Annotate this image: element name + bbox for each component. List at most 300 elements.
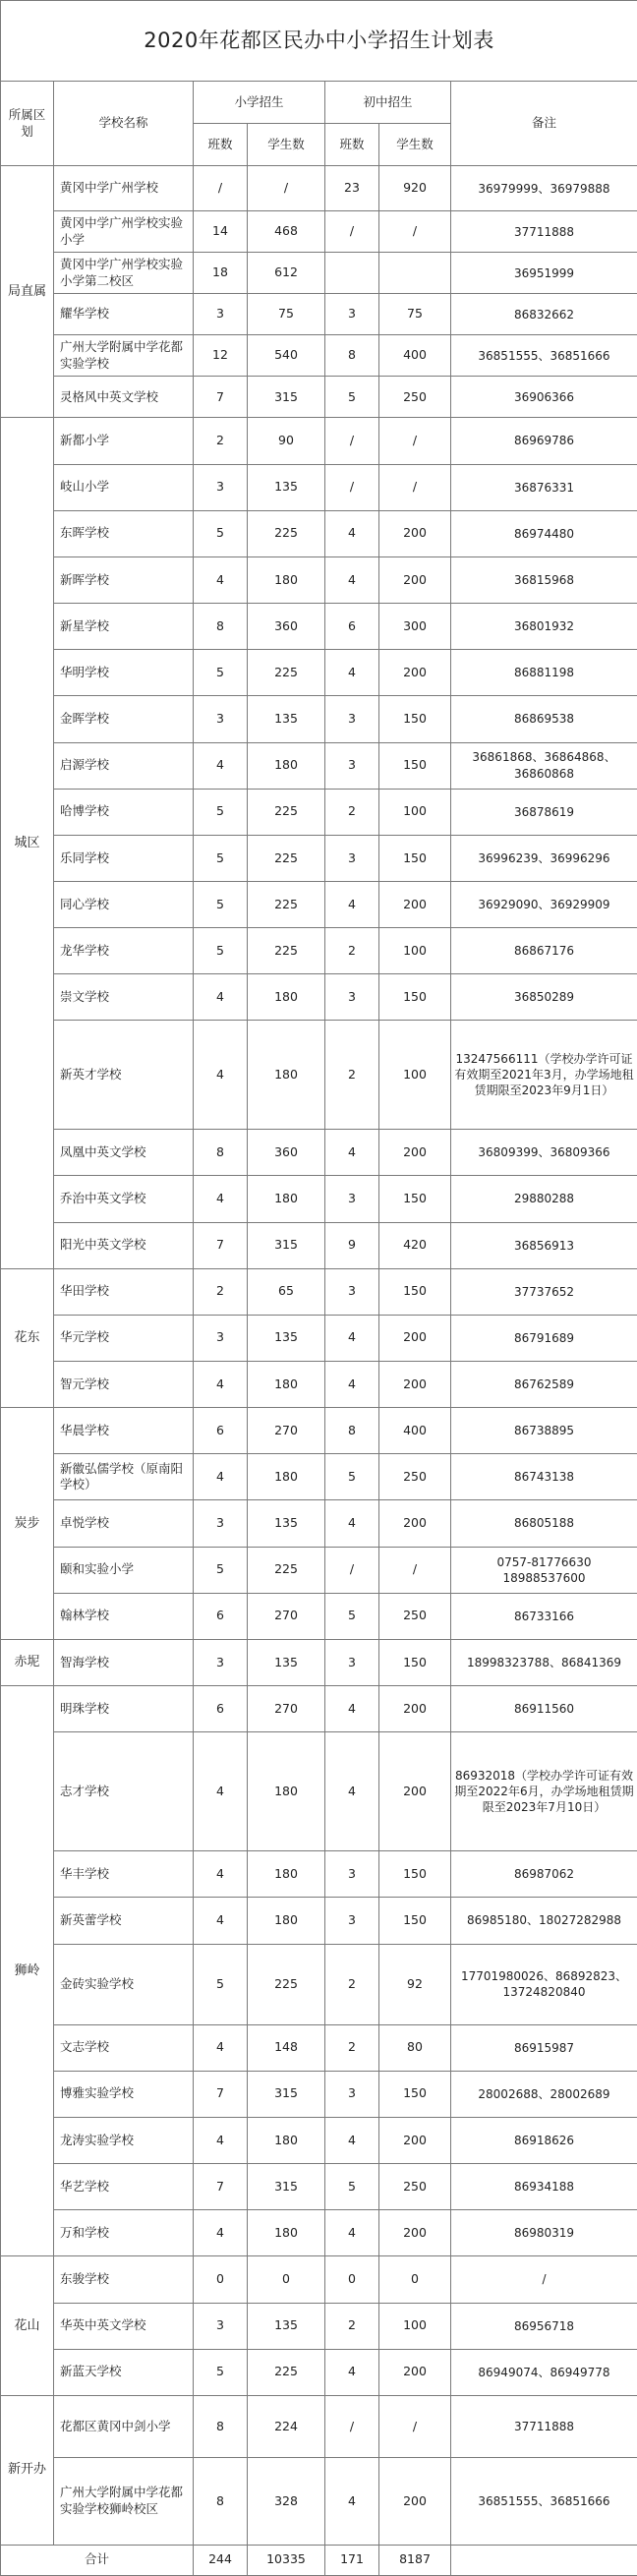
primary-classes: 4: [194, 1021, 248, 1130]
table-row: [1, 696, 637, 742]
primary-classes: 3: [194, 696, 248, 742]
primary-students: 225: [248, 510, 325, 556]
remark: 86743138: [451, 1454, 637, 1500]
remark: 36996239、36996296: [451, 835, 637, 881]
table-row: [1, 294, 637, 335]
primary-students: 75: [248, 294, 325, 335]
remark: 36878619: [451, 789, 637, 835]
primary-classes: 6: [194, 1593, 248, 1639]
middle-classes: 5: [325, 2164, 379, 2210]
middle-classes: 8: [325, 335, 379, 377]
school-name: 华艺学校: [54, 2164, 194, 2210]
primary-students: 135: [248, 1315, 325, 1361]
header-district: 所属区划: [1, 82, 54, 166]
header-middle-classes: 班数: [325, 124, 379, 166]
primary-students: 468: [248, 211, 325, 253]
primary-students: 180: [248, 1898, 325, 1944]
middle-classes: 4: [325, 2458, 379, 2545]
table-row: [1, 1898, 637, 1944]
primary-students: 540: [248, 335, 325, 377]
primary-students: 225: [248, 1547, 325, 1593]
table-row: [1, 418, 637, 464]
header-middle-students: 学生数: [379, 124, 451, 166]
table-row: [1, 1315, 637, 1361]
middle-classes: 3: [325, 294, 379, 335]
primary-students: 180: [248, 1454, 325, 1500]
middle-students: 400: [379, 1408, 451, 1454]
primary-students: 225: [248, 2349, 325, 2395]
remark: 37737652: [451, 1268, 637, 1315]
district-cell: 炭步: [1, 1408, 54, 1640]
school-name: 广州大学附属中学花都实验学校: [54, 335, 194, 377]
school-name: 华田学校: [54, 1268, 194, 1315]
primary-students: 0: [248, 2256, 325, 2303]
district-cell: 城区: [1, 418, 54, 1268]
table-row: [1, 464, 637, 510]
primary-classes: 5: [194, 2349, 248, 2395]
primary-students: 270: [248, 1408, 325, 1454]
middle-classes: /: [325, 418, 379, 464]
remark: 36809399、36809366: [451, 1130, 637, 1176]
table-row: [1, 1222, 637, 1268]
table-row: [1, 928, 637, 974]
middle-classes: 23: [325, 166, 379, 211]
table-row: [1, 1500, 637, 1547]
school-name: 乐同学校: [54, 835, 194, 881]
header-primary: 小学招生: [194, 82, 325, 124]
total-middle-classes: 171: [325, 2545, 379, 2575]
primary-classes: 5: [194, 1944, 248, 2024]
remark: 86733166: [451, 1593, 637, 1639]
middle-classes: 3: [325, 1898, 379, 1944]
school-name: 金晖学校: [54, 696, 194, 742]
middle-students: 100: [379, 1021, 451, 1130]
school-name: 智海学校: [54, 1639, 194, 1685]
table-title: 2020年花都区民办中小学招生计划表: [1, 1, 637, 82]
primary-students: 135: [248, 696, 325, 742]
school-name: 智元学校: [54, 1362, 194, 1408]
primary-students: 180: [248, 974, 325, 1021]
school-name: 博雅实验学校: [54, 2071, 194, 2117]
school-name: 万和学校: [54, 2210, 194, 2256]
school-name: 广州大学附属中学花都实验学校狮岭校区: [54, 2458, 194, 2545]
remark: 36801932: [451, 604, 637, 650]
school-name: 华明学校: [54, 650, 194, 696]
middle-classes: 8: [325, 1408, 379, 1454]
remark: 17701980026、86892823、13724820840: [451, 1944, 637, 2024]
remark: 36850289: [451, 974, 637, 1021]
school-name: 新都小学: [54, 418, 194, 464]
school-name: 同心学校: [54, 882, 194, 928]
header-primary-students: 学生数: [248, 124, 325, 166]
remark: 86738895: [451, 1408, 637, 1454]
middle-students: 200: [379, 1315, 451, 1361]
table-row: [1, 1454, 637, 1500]
primary-students: 225: [248, 928, 325, 974]
remark: 86980319: [451, 2210, 637, 2256]
middle-classes: 4: [325, 1686, 379, 1732]
total-middle-students: 8187: [379, 2545, 451, 2575]
middle-classes: [325, 253, 379, 294]
middle-classes: 5: [325, 1593, 379, 1639]
school-name: 金砖实验学校: [54, 1944, 194, 2024]
middle-classes: 4: [325, 556, 379, 603]
remark: 86934188: [451, 2164, 637, 2210]
remark: 36951999: [451, 253, 637, 294]
middle-students: 75: [379, 294, 451, 335]
school-name: 灵格风中英文学校: [54, 377, 194, 418]
school-name: 新英才学校: [54, 1021, 194, 1130]
middle-classes: 4: [325, 1362, 379, 1408]
school-name: 崇文学校: [54, 974, 194, 1021]
middle-students: /: [379, 418, 451, 464]
school-name: 华元学校: [54, 1315, 194, 1361]
remark: 86918626: [451, 2117, 637, 2163]
remark: 37711888: [451, 211, 637, 253]
remark: 36851555、36851666: [451, 2458, 637, 2545]
school-name: 新英蕾学校: [54, 1898, 194, 1944]
middle-classes: 3: [325, 974, 379, 1021]
middle-students: 200: [379, 556, 451, 603]
primary-classes: 7: [194, 377, 248, 418]
primary-students: 180: [248, 1021, 325, 1130]
header-primary-classes: 班数: [194, 124, 248, 166]
middle-students: 150: [379, 1898, 451, 1944]
table-row: [1, 650, 637, 696]
school-name: 新星学校: [54, 604, 194, 650]
header-row-1: [1, 82, 637, 124]
table-row: [1, 2071, 637, 2117]
primary-students: 328: [248, 2458, 325, 2545]
middle-students: 920: [379, 166, 451, 211]
total-primary-classes: 244: [194, 2545, 248, 2575]
middle-classes: 3: [325, 742, 379, 789]
middle-classes: 3: [325, 2071, 379, 2117]
middle-classes: 4: [325, 2117, 379, 2163]
middle-students: 150: [379, 1851, 451, 1898]
remark: 86911560: [451, 1686, 637, 1732]
primary-classes: 4: [194, 1176, 248, 1222]
primary-classes: 3: [194, 1315, 248, 1361]
school-name: 凤凰中英文学校: [54, 1130, 194, 1176]
middle-students: 250: [379, 1454, 451, 1500]
school-name: 新徽弘儒学校（原南阳学校）: [54, 1454, 194, 1500]
middle-classes: 4: [325, 2349, 379, 2395]
primary-classes: 0: [194, 2256, 248, 2303]
middle-classes: /: [325, 1547, 379, 1593]
middle-classes: 2: [325, 928, 379, 974]
table-row: [1, 1021, 637, 1130]
middle-students: 100: [379, 789, 451, 835]
middle-students: 150: [379, 835, 451, 881]
middle-classes: 3: [325, 1639, 379, 1685]
middle-students: 150: [379, 2071, 451, 2117]
table-row: [1, 2349, 637, 2395]
remark: 36929090、36929909: [451, 882, 637, 928]
remark: 86985180、18027282988: [451, 1898, 637, 1944]
school-name: 华晨学校: [54, 1408, 194, 1454]
middle-classes: 2: [325, 2303, 379, 2349]
table-row: [1, 1686, 637, 1732]
primary-classes: 4: [194, 974, 248, 1021]
table-row: [1, 377, 637, 418]
primary-classes: 5: [194, 510, 248, 556]
table-row: [1, 1176, 637, 1222]
remark: 86956718: [451, 2303, 637, 2349]
primary-students: 135: [248, 1500, 325, 1547]
school-name: 乔治中英文学校: [54, 1176, 194, 1222]
table-row: [1, 2024, 637, 2071]
primary-students: 612: [248, 253, 325, 294]
table-row: [1, 556, 637, 603]
remark: 0757-81776630 18988537600: [451, 1547, 637, 1593]
primary-classes: 5: [194, 835, 248, 881]
middle-students: 0: [379, 2256, 451, 2303]
middle-students: /: [379, 464, 451, 510]
table-row: [1, 1639, 637, 1685]
primary-students: 90: [248, 418, 325, 464]
school-name: 黄冈中学广州学校实验小学: [54, 211, 194, 253]
primary-classes: 7: [194, 2164, 248, 2210]
table-row: [1, 2395, 637, 2458]
primary-students: 180: [248, 1851, 325, 1898]
primary-classes: 8: [194, 604, 248, 650]
middle-students: 300: [379, 604, 451, 650]
primary-students: 180: [248, 1176, 325, 1222]
middle-classes: 4: [325, 1130, 379, 1176]
primary-classes: 4: [194, 1454, 248, 1500]
remark: 37711888: [451, 2395, 637, 2458]
total-label: 合计: [1, 2545, 194, 2575]
middle-students: 420: [379, 1222, 451, 1268]
table-row: [1, 1130, 637, 1176]
primary-classes: 5: [194, 650, 248, 696]
remark: 13247566111（学校办学许可证有效期至2021年3月，办学场地租赁期限至2023年9月1日）: [451, 1021, 637, 1130]
primary-classes: 4: [194, 556, 248, 603]
middle-students: 100: [379, 928, 451, 974]
remark: 36906366: [451, 377, 637, 418]
table-row: [1, 1547, 637, 1593]
school-name: 明珠学校: [54, 1686, 194, 1732]
primary-students: 315: [248, 2164, 325, 2210]
primary-students: 135: [248, 1639, 325, 1685]
middle-students: 250: [379, 2164, 451, 2210]
remark: 36815968: [451, 556, 637, 603]
remark: 86881198: [451, 650, 637, 696]
remark: 86869538: [451, 696, 637, 742]
primary-classes: 3: [194, 2303, 248, 2349]
remark: 86832662: [451, 294, 637, 335]
school-name: 花都区黄冈中剑小学: [54, 2395, 194, 2458]
middle-classes: 4: [325, 510, 379, 556]
primary-students: 225: [248, 789, 325, 835]
middle-classes: 3: [325, 1851, 379, 1898]
primary-students: 225: [248, 835, 325, 881]
table-row: [1, 510, 637, 556]
primary-classes: 5: [194, 928, 248, 974]
middle-classes: 2: [325, 789, 379, 835]
remark: 86932018（学校办学许可证有效期至2022年6月，办学场地租赁期限至2023年7月10日）: [451, 1732, 637, 1851]
primary-students: 225: [248, 650, 325, 696]
school-name: 华英中英文学校: [54, 2303, 194, 2349]
table-row: [1, 335, 637, 377]
table-row: [1, 1944, 637, 2024]
middle-students: 200: [379, 882, 451, 928]
middle-students: 200: [379, 2210, 451, 2256]
table-row: [1, 1732, 637, 1851]
school-name: 岐山小学: [54, 464, 194, 510]
primary-classes: 4: [194, 1362, 248, 1408]
middle-classes: /: [325, 211, 379, 253]
table-row: [1, 835, 637, 881]
primary-students: 270: [248, 1593, 325, 1639]
primary-classes: 2: [194, 418, 248, 464]
middle-students: 80: [379, 2024, 451, 2071]
primary-students: 180: [248, 556, 325, 603]
primary-students: 270: [248, 1686, 325, 1732]
middle-students: 200: [379, 1686, 451, 1732]
middle-students: 250: [379, 377, 451, 418]
middle-classes: 3: [325, 1268, 379, 1315]
middle-students: 200: [379, 510, 451, 556]
table-row: [1, 789, 637, 835]
primary-classes: 3: [194, 1500, 248, 1547]
primary-classes: 4: [194, 2024, 248, 2071]
middle-classes: /: [325, 464, 379, 510]
middle-students: 200: [379, 2458, 451, 2545]
middle-classes: 3: [325, 835, 379, 881]
total-row: [1, 2545, 637, 2575]
remark: 28002688、28002689: [451, 2071, 637, 2117]
school-name: 卓悦学校: [54, 1500, 194, 1547]
primary-classes: 5: [194, 1547, 248, 1593]
school-name: 文志学校: [54, 2024, 194, 2071]
school-name: 阳光中英文学校: [54, 1222, 194, 1268]
primary-students: 135: [248, 2303, 325, 2349]
middle-students: 250: [379, 1593, 451, 1639]
school-name: 华丰学校: [54, 1851, 194, 1898]
primary-students: 180: [248, 2117, 325, 2163]
middle-classes: 0: [325, 2256, 379, 2303]
middle-classes: 4: [325, 1500, 379, 1547]
middle-students: 200: [379, 1130, 451, 1176]
middle-classes: 4: [325, 882, 379, 928]
remark: 86762589: [451, 1362, 637, 1408]
primary-students: /: [248, 166, 325, 211]
school-name: 新蓝天学校: [54, 2349, 194, 2395]
remark: 36979999、36979888: [451, 166, 637, 211]
middle-classes: 6: [325, 604, 379, 650]
table-row: [1, 2256, 637, 2303]
table-row: [1, 2117, 637, 2163]
remark: 36876331: [451, 464, 637, 510]
school-name: 黄冈中学广州学校实验小学第二校区: [54, 253, 194, 294]
primary-classes: /: [194, 166, 248, 211]
middle-students: /: [379, 2395, 451, 2458]
district-cell: 狮岭: [1, 1686, 54, 2256]
primary-classes: 5: [194, 882, 248, 928]
district-cell: 局直属: [1, 166, 54, 418]
primary-students: 180: [248, 1732, 325, 1851]
middle-students: 150: [379, 742, 451, 789]
table-row: [1, 253, 637, 294]
primary-students: 65: [248, 1268, 325, 1315]
school-name: 新晖学校: [54, 556, 194, 603]
total-remark: [451, 2545, 637, 2575]
table-row: [1, 166, 637, 211]
primary-students: 148: [248, 2024, 325, 2071]
school-name: 龙华学校: [54, 928, 194, 974]
remark: 36861868、36864868、36860868: [451, 742, 637, 789]
header-middle: 初中招生: [325, 82, 451, 124]
primary-students: 315: [248, 377, 325, 418]
remark: 29880288: [451, 1176, 637, 1222]
middle-students: 150: [379, 1268, 451, 1315]
middle-students: 200: [379, 2117, 451, 2163]
primary-classes: 3: [194, 1639, 248, 1685]
primary-classes: 7: [194, 1222, 248, 1268]
primary-students: 360: [248, 604, 325, 650]
middle-classes: 5: [325, 1454, 379, 1500]
remark: 86974480: [451, 510, 637, 556]
middle-classes: /: [325, 2395, 379, 2458]
middle-students: 200: [379, 2349, 451, 2395]
middle-classes: 2: [325, 1944, 379, 2024]
remark: 86987062: [451, 1851, 637, 1898]
table-row: [1, 1362, 637, 1408]
middle-students: 200: [379, 1500, 451, 1547]
middle-students: 92: [379, 1944, 451, 2024]
table-body: [1, 1, 637, 2576]
table-row: [1, 1268, 637, 1315]
middle-classes: 4: [325, 1315, 379, 1361]
middle-students: 150: [379, 974, 451, 1021]
school-name: 颐和实验小学: [54, 1547, 194, 1593]
middle-classes: 5: [325, 377, 379, 418]
middle-classes: 4: [325, 650, 379, 696]
primary-students: 315: [248, 2071, 325, 2117]
middle-students: 150: [379, 696, 451, 742]
table-row: [1, 604, 637, 650]
school-name: 启源学校: [54, 742, 194, 789]
title-row: [1, 1, 637, 82]
table-row: [1, 1408, 637, 1454]
primary-classes: 18: [194, 253, 248, 294]
primary-students: 135: [248, 464, 325, 510]
primary-classes: 4: [194, 2210, 248, 2256]
middle-classes: 4: [325, 1732, 379, 1851]
primary-classes: 4: [194, 742, 248, 789]
primary-classes: 8: [194, 1130, 248, 1176]
primary-classes: 8: [194, 2458, 248, 2545]
school-name: 东骏学校: [54, 2256, 194, 2303]
middle-classes: 3: [325, 1176, 379, 1222]
primary-students: 225: [248, 882, 325, 928]
primary-classes: 4: [194, 1851, 248, 1898]
primary-classes: 14: [194, 211, 248, 253]
table-row: [1, 2458, 637, 2545]
middle-students: 150: [379, 1639, 451, 1685]
primary-students: 315: [248, 1222, 325, 1268]
middle-students: [379, 253, 451, 294]
remark: /: [451, 2256, 637, 2303]
table-row: [1, 1851, 637, 1898]
remark: 86805188: [451, 1500, 637, 1547]
middle-students: 400: [379, 335, 451, 377]
primary-classes: 12: [194, 335, 248, 377]
header-remark: 备注: [451, 82, 637, 166]
remark: 36851555、36851666: [451, 335, 637, 377]
